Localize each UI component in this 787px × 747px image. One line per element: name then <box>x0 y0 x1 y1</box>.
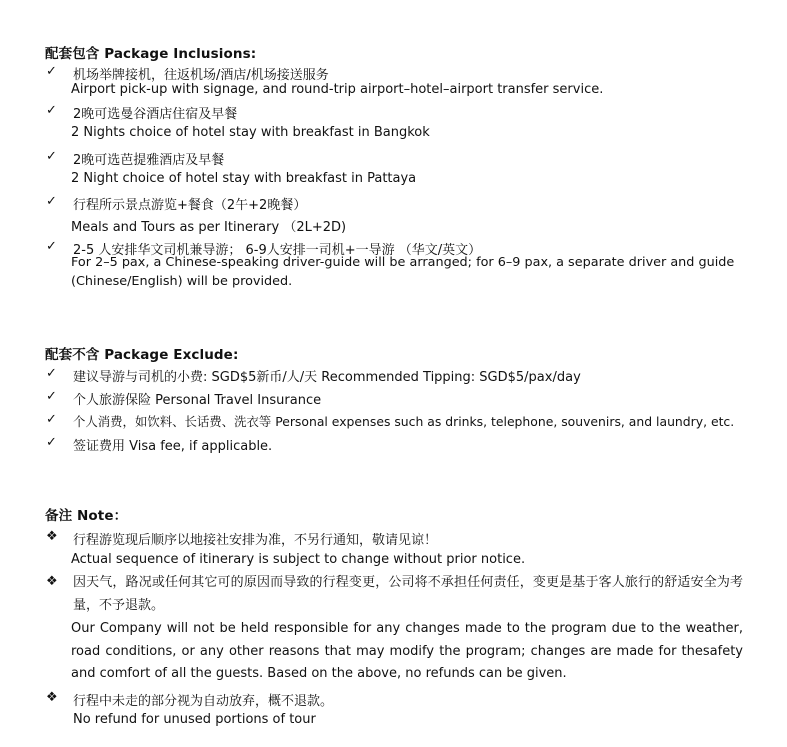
inclusion-zh: 2-5 人安排华文司机兼导游； 6-9人安排一司机+一导游 （华文/英文） <box>73 243 482 258</box>
checkmark-icon: ✓ <box>46 366 57 381</box>
diamond-bullet-icon: ❖ <box>46 574 58 589</box>
exclusions-heading: 配套不含 Package Exclude: <box>45 347 239 363</box>
checkmark-icon: ✓ <box>46 389 57 404</box>
checkmark-icon: ✓ <box>46 64 57 79</box>
note-zh: 行程中未走的部分视为自动放弃，概不退款。 <box>73 694 334 709</box>
inclusion-en: 2 Night choice of hotel stay with breakfast in Pattaya <box>71 171 417 186</box>
inclusion-en: Airport pick-up with signage, and round-trip airport–hotel–airport transfer service. <box>71 82 604 97</box>
checkmark-icon: ✓ <box>46 435 57 450</box>
inclusion-en: Meals and Tours as per Itinerary （2L+2D) <box>71 220 347 235</box>
exclusion-item: 建议导游与司机的小费: SGD$5新币/人/天 Recommended Tipping: SGD$5/pax/day <box>73 370 581 385</box>
exclusion-item: 个人旅游保险 Personal Travel Insurance <box>73 393 322 408</box>
checkmark-icon: ✓ <box>46 239 57 254</box>
inclusion-zh: 行程所示景点游览+餐食（2午+2晚餐） <box>73 198 307 213</box>
note-en: No refund for unused portions of tour <box>73 712 316 727</box>
checkmark-icon: ✓ <box>46 103 57 118</box>
checkmark-icon: ✓ <box>46 149 57 164</box>
checkmark-icon: ✓ <box>46 412 57 427</box>
note-en: Actual sequence of itinerary is subject to change without prior notice. <box>71 552 526 567</box>
note-en: Our Company will not be held responsible for any changes made to the program due to the weather, road conditions, or any other reasons that may modify the program; changes are made for thesafety and comfort of all the guests. Based on the above, no refunds can be given. <box>71 621 743 681</box>
inclusion-zh: 2晚可选曼谷酒店住宿及早餐 <box>73 107 238 122</box>
diamond-bullet-icon: ❖ <box>46 690 58 705</box>
note-zh: 因天气，路况或任何其它可的原因而导致的行程变更，公司将不承担任何责任，变更是基于客人旅行的舒适安全为考量，不予退款。 <box>73 575 743 613</box>
inclusion-en: For 2–5 pax, a Chinese-speaking driver-guide will be arranged; for 6–9 pax, a separate driver and guide (Chinese/English) will be provided. <box>71 255 735 289</box>
checkmark-icon: ✓ <box>46 194 57 209</box>
inclusion-en: 2 Nights choice of hotel stay with breakfast in Bangkok <box>71 125 430 140</box>
inclusion-zh: 机场举牌接机，往返机场/酒店/机场接送服务 <box>73 68 329 83</box>
note-zh: 行程游览现后顺序以地接社安排为准，不另行通知，敬请见谅！ <box>73 533 438 548</box>
exclusion-item: 签证费用 Visa fee, if applicable. <box>73 439 273 454</box>
diamond-bullet-icon: ❖ <box>46 529 58 544</box>
inclusions-heading: 配套包含 Package Inclusions: <box>45 46 257 62</box>
notes-heading: 备注 Note： <box>45 508 128 524</box>
exclusion-item: 个人消费，如饮料、长话费、洗衣等 Personal expenses such as drinks, telephone, souvenirs, and laundry, etc. <box>73 414 735 429</box>
inclusion-zh: 2晚可选芭提雅酒店及早餐 <box>73 153 225 168</box>
